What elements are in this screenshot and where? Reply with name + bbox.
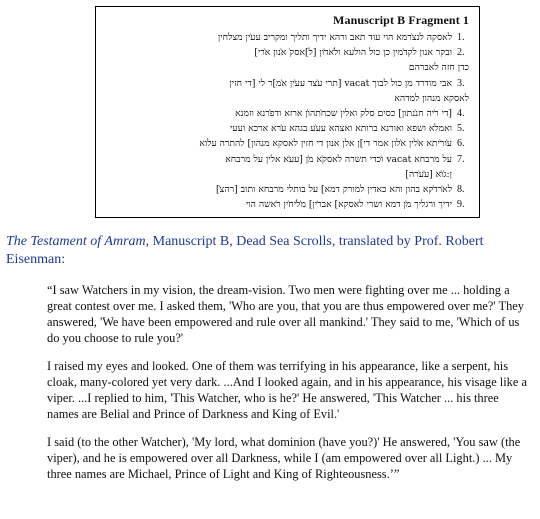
hebrew-line: 1. לאסקה לנצ̇רמא הוי עוד תאב ורהא ידיך ותליך ומקריב עע̇ין מצלחין — [217, 32, 465, 43]
hebrew-line: 6. ע̇ור̇יתא א̇לין א̇לון אמר די]ן אלן אנון די חזין לאסקא מנהון] להתרה עלוא — [199, 138, 465, 150]
hebrew-lines — [106, 30, 469, 212]
hebrew-line: ן:ג̇ו̇א [ע̇ע̇רה] — [405, 168, 452, 180]
translation-quote — [47, 282, 533, 494]
hebrew-line: 9. ידיך ורגליך מ̇ן דמא ושרי לאסקא] אבר̇ין] מ̇ל̇יח̇ין ר̇אשה הוי — [245, 199, 465, 211]
hebrew-line: 7. על מרבחא vacat ו̇כדי תשרה לאסק̇א מ̇ן [עע̇א אלין על מרבחא — [225, 153, 465, 165]
hebrew-line: 2. ובקר אנון לקד̇מין כן כול הולעא ול̇אד̇ון [ל]אסק̇ א̇נון א̇רי] — [254, 47, 465, 59]
quote-paragraph: I raised my eyes and looked. One of them was terrifying in his appearance, like a serpent, his cloak, many-colored yet very dark. ...And I looked again, and in his appearance, his visage like a viper. ...I replied to him, 'This Watcher, who is he?' He answered, 'This Watcher ... his three names are Belial and Prince of Darkness and King of Evil.' — [47, 359, 527, 421]
hebrew-line: 5. ואמלא ושפא ואורנא ברותא ואצהא עע̇ע בגהא ע̇רא ארכא ועעי — [230, 123, 465, 135]
hebrew-line-continuation: כדן חזה לאברהם — [408, 62, 469, 74]
hebrew-line: 8. לא̇רד̇קא בהון והא כאדין למורק דמא] על בותלי מרבחא ותוב [רהצ̇] — [215, 184, 465, 196]
hebrew-line: 3. אבי מודרד מן כול לבוך vacat [תרי ע̇צד עע̇ין א̇מ]ר לי [די חזין — [229, 77, 465, 89]
fragment-title: Manuscript B Fragment 1 — [333, 13, 469, 27]
hebrew-line-continuation: לאסקא מנהון למדהא — [394, 92, 469, 104]
caption — [6, 233, 536, 269]
caption-text: Manuscript B, Dead Sea Scrolls, translated by Prof. Robert Eisenman: — [6, 234, 484, 267]
manuscript-fragment-image — [95, 6, 480, 218]
quote-paragraph: I said (to the other Watcher), 'My lord, what dominion (have you?)' He answered, 'You saw (the viper), and he is empowered over all Darkness, while I (am empowered over all Light.) ... My three names are Michael, Prince of Light and King of Righteousness.’” — [47, 435, 521, 481]
quote-paragraph: “I saw Watchers in my vision, the dream-vision. Two men were fighting over me ... holding a great contest over me. I asked them, 'Who are you, that you are thus empowered over me?' They answered, 'We have been empowered and rule over all mankind.' They said to me, 'Which of us do you choose to rule you?' — [47, 283, 524, 345]
caption-work-title: The Testament of Amram, — [6, 234, 150, 249]
hebrew-line: 4. [די ר̇יה חנ̇נתון] כסים סלק ואלין שכח̇תהו̇ן ארזא ודפ̇רנא וזמנא — [235, 108, 465, 120]
